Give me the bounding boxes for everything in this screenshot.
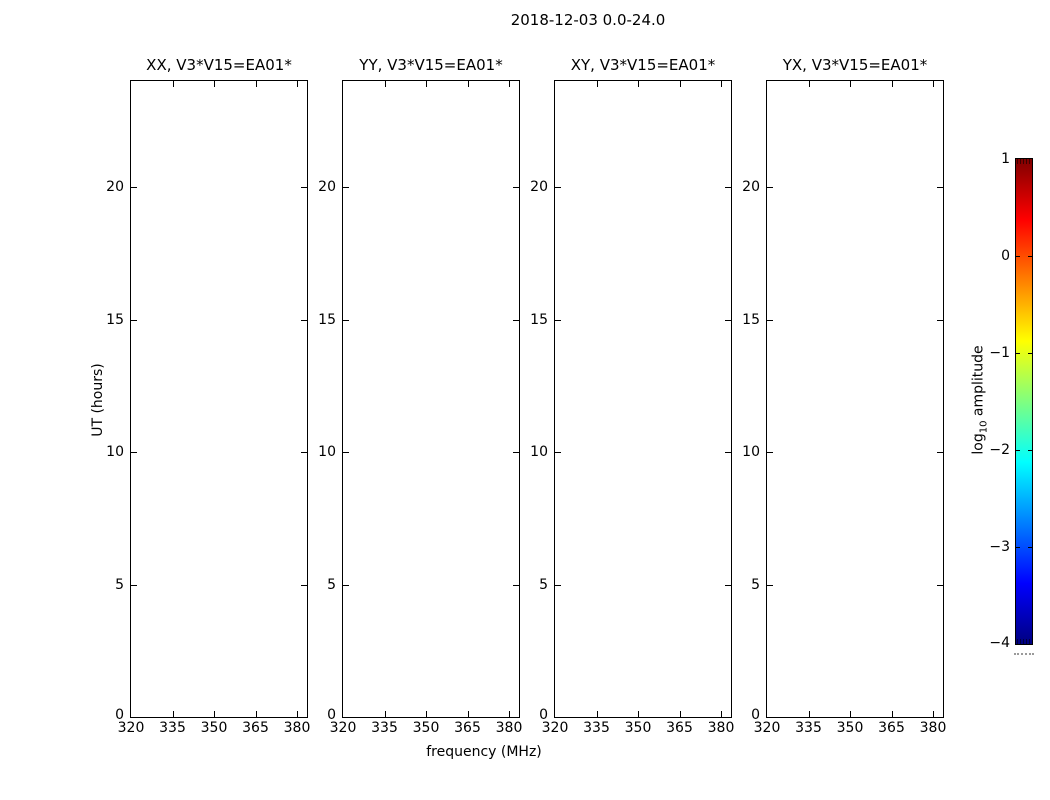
panel-title-xy: XY, V3*V15=EA01* <box>570 56 716 74</box>
y-tick-mark <box>937 320 943 321</box>
x-tick-label: 335 <box>371 720 398 736</box>
x-tick-mark <box>385 81 386 87</box>
y-tick-label: 5 <box>115 576 124 593</box>
x-tick-mark <box>509 81 510 87</box>
y-tick-mark <box>725 585 731 586</box>
y-tick-label: 20 <box>530 179 548 195</box>
x-tick-mark <box>721 711 722 717</box>
y-tick-mark <box>301 320 307 321</box>
x-tick-mark <box>721 81 722 87</box>
y-tick-label: 5 <box>327 576 336 593</box>
x-tick-mark <box>468 711 469 717</box>
y-tick-mark <box>555 320 561 321</box>
x-tick-label: 335 <box>159 720 186 736</box>
y-tick-mark <box>131 452 137 453</box>
x-tick-mark <box>173 81 174 87</box>
heatmap-panel-yx <box>742 56 947 736</box>
x-tick-label: 380 <box>707 720 735 736</box>
y-tick-label: 20 <box>318 179 336 195</box>
x-tick-mark <box>214 711 215 717</box>
y-tick-mark <box>343 585 349 586</box>
y-tick-mark <box>767 187 773 188</box>
y-tick-mark <box>301 452 307 453</box>
x-tick-label: 320 <box>753 720 781 736</box>
y-tick-mark <box>725 452 731 453</box>
colorbar-label-subscript: 10 <box>978 420 990 434</box>
y-tick-label: 15 <box>106 311 124 328</box>
y-tick-label: 5 <box>751 576 760 593</box>
y-tick-label: 5 <box>539 576 548 593</box>
y-tick-mark <box>767 585 773 586</box>
y-tick-label: 0 <box>539 707 548 723</box>
colorbar-top-hatch <box>1017 159 1031 164</box>
colorbar-tick-mark <box>1028 256 1032 257</box>
heatmap-panel-xx <box>106 56 311 736</box>
y-tick-mark <box>343 452 349 453</box>
colorbar-tick-label: −3 <box>989 539 1010 555</box>
x-tick-mark <box>214 81 215 87</box>
x-tick-label: 350 <box>200 720 228 736</box>
y-tick-mark <box>513 452 519 453</box>
colorbar-tick-mark <box>1016 353 1020 354</box>
colorbar-tick-mark <box>1016 256 1020 257</box>
y-tick-mark <box>301 585 307 586</box>
x-tick-label: 335 <box>583 720 610 736</box>
x-tick-mark <box>638 81 639 87</box>
y-tick-mark <box>555 585 561 586</box>
colorbar-tick-label: −4 <box>989 635 1010 651</box>
y-tick-label: 20 <box>106 179 124 195</box>
y-tick-label: 20 <box>742 179 760 195</box>
y-tick-label: 10 <box>530 444 548 460</box>
y-tick-label: 10 <box>742 444 760 460</box>
colorbar-tick-label: −2 <box>989 442 1010 458</box>
x-tick-label: 380 <box>919 720 947 736</box>
colorbar-tick-mark <box>1028 547 1032 548</box>
colorbar-tick-label: 0 <box>1001 248 1010 264</box>
x-tick-label: 320 <box>117 720 145 736</box>
colorbar-underline-dots <box>1014 653 1034 655</box>
y-tick-mark <box>725 187 731 188</box>
x-tick-mark <box>256 81 257 87</box>
y-tick-mark <box>131 187 137 188</box>
y-tick-label: 15 <box>318 311 336 328</box>
x-tick-mark <box>426 81 427 87</box>
colorbar-tick-mark <box>1028 450 1032 451</box>
y-tick-label: 15 <box>530 311 548 328</box>
colorbar <box>989 151 1033 651</box>
y-tick-label: 15 <box>742 311 760 328</box>
x-tick-mark <box>426 711 427 717</box>
colorbar-tick-mark <box>1016 547 1020 548</box>
x-tick-mark <box>680 81 681 87</box>
x-tick-mark <box>892 81 893 87</box>
x-tick-mark <box>809 711 810 717</box>
x-tick-label: 380 <box>283 720 311 736</box>
x-tick-label: 350 <box>412 720 440 736</box>
x-tick-mark <box>850 81 851 87</box>
y-tick-mark <box>937 585 943 586</box>
x-tick-mark <box>297 711 298 717</box>
x-tick-label: 320 <box>541 720 569 736</box>
x-tick-label: 350 <box>836 720 864 736</box>
x-tick-label: 335 <box>795 720 822 736</box>
colorbar-tick-label: −1 <box>989 345 1010 361</box>
colorbar-label-prefix: log <box>970 433 987 455</box>
x-tick-mark <box>809 81 810 87</box>
y-tick-mark <box>301 187 307 188</box>
panel-title-yy: YY, V3*V15=EA01* <box>359 56 503 74</box>
colorbar-bottom-hatch <box>1017 639 1031 644</box>
y-tick-mark <box>555 452 561 453</box>
heatmap-panel-yy <box>318 56 523 736</box>
y-tick-mark <box>767 320 773 321</box>
colorbar-label <box>971 345 990 454</box>
x-tick-label: 365 <box>242 720 269 736</box>
x-tick-label: 365 <box>454 720 481 736</box>
y-tick-mark <box>937 452 943 453</box>
x-tick-mark <box>597 81 598 87</box>
x-tick-mark <box>933 81 934 87</box>
y-tick-label: 10 <box>318 444 336 460</box>
x-tick-mark <box>680 711 681 717</box>
x-tick-label: 365 <box>878 720 905 736</box>
colorbar-tick-label: 1 <box>1001 151 1010 167</box>
figure-suptitle: 2018-12-03 0.0-24.0 <box>510 11 666 29</box>
panel-title-yx: YX, V3*V15=EA01* <box>782 56 928 74</box>
x-tick-mark <box>297 81 298 87</box>
colorbar-tick-mark <box>1028 353 1032 354</box>
x-tick-mark <box>933 711 934 717</box>
y-tick-mark <box>513 585 519 586</box>
panel-title-xx: XX, V3*V15=EA01* <box>146 56 292 74</box>
y-tick-mark <box>767 452 773 453</box>
y-tick-mark <box>513 320 519 321</box>
x-tick-label: 350 <box>624 720 652 736</box>
heatmap-panel-xy <box>530 56 735 736</box>
y-tick-label: 0 <box>115 707 124 723</box>
y-tick-mark <box>343 187 349 188</box>
y-tick-mark <box>513 187 519 188</box>
y-axis-label: UT (hours) <box>90 363 106 437</box>
x-tick-mark <box>385 711 386 717</box>
x-tick-mark <box>256 711 257 717</box>
colorbar-label-suffix: amplitude <box>970 345 987 421</box>
x-tick-mark <box>173 711 174 717</box>
y-tick-label: 0 <box>751 707 760 723</box>
y-tick-mark <box>131 585 137 586</box>
y-tick-mark <box>937 187 943 188</box>
x-tick-mark <box>468 81 469 87</box>
x-tick-label: 365 <box>666 720 693 736</box>
x-tick-label: 320 <box>329 720 357 736</box>
y-tick-label: 0 <box>327 707 336 723</box>
y-tick-mark <box>343 320 349 321</box>
x-tick-mark <box>850 711 851 717</box>
colorbar-tick-mark <box>1016 450 1020 451</box>
x-tick-mark <box>597 711 598 717</box>
y-tick-mark <box>725 320 731 321</box>
x-tick-label: 380 <box>495 720 523 736</box>
y-tick-mark <box>555 187 561 188</box>
x-tick-mark <box>509 711 510 717</box>
x-tick-mark <box>892 711 893 717</box>
x-axis-label: frequency (MHz) <box>426 744 542 760</box>
x-tick-mark <box>638 711 639 717</box>
y-tick-label: 10 <box>106 444 124 460</box>
y-tick-mark <box>131 320 137 321</box>
